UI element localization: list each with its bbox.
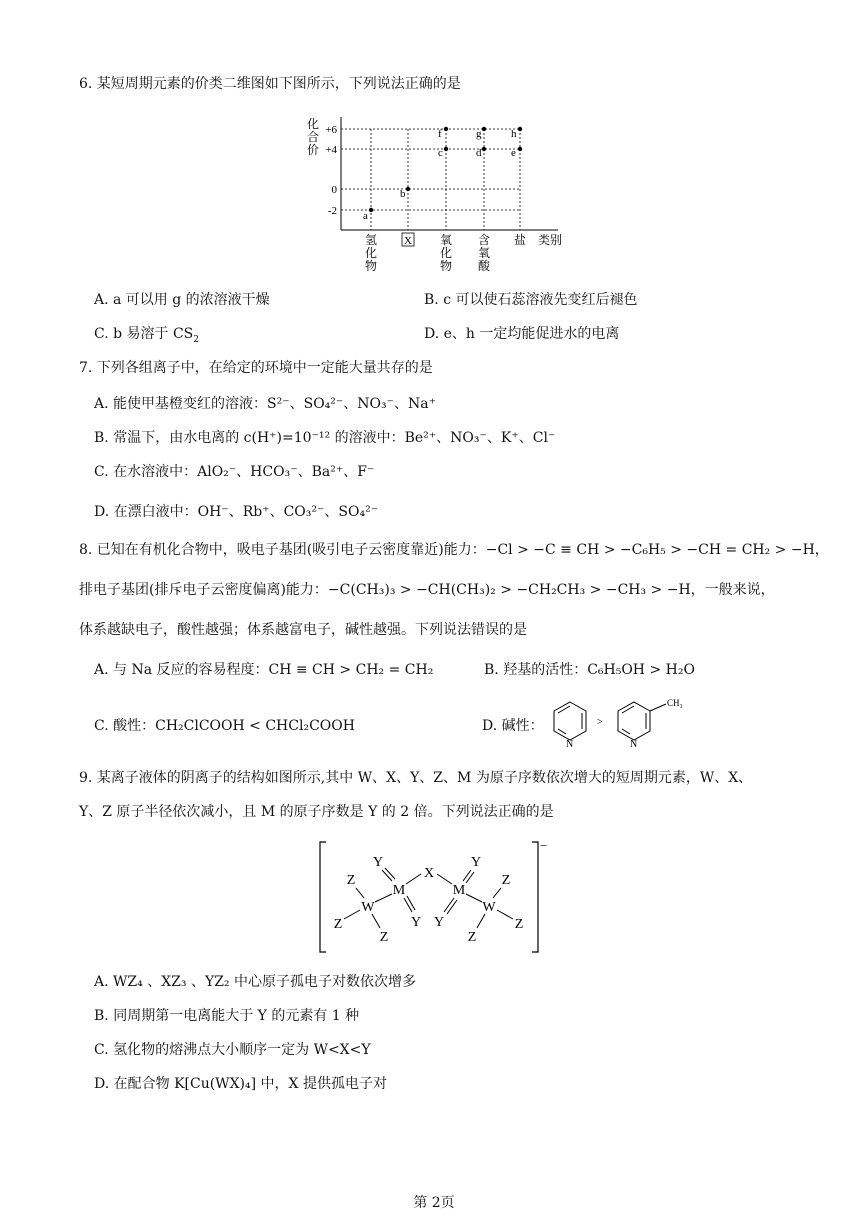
q9-option-a: A. WZ₄ 、XZ₃ 、YZ₂ 中心原子孤电子对数依次增多 <box>94 974 416 990</box>
page-number: 第 2页 <box>413 1195 455 1211</box>
point-label-c: c <box>438 147 443 159</box>
q9-option-c: C. 氢化物的熔沸点大小顺序一定为 W<X<Y <box>94 1042 371 1058</box>
q7-option-b: B. 常温下，由水电离的 c(H⁺)=10⁻¹² 的溶液中：Be²⁺、NO₃⁻、K⁺、Cl⁻ <box>94 430 556 446</box>
point-label-h: h <box>511 128 517 140</box>
point-label-f: f <box>438 128 442 140</box>
methylpyridine-n: N <box>630 739 638 750</box>
atom-y-bottom-left: Y <box>410 915 422 930</box>
point-label-b: b <box>400 188 406 200</box>
q8-option-a: A. 与 Na 反应的容易程度：CH ≡ CH > CH₂ = CH₂ <box>94 662 434 678</box>
q6-option-c: C. b 易溶于 $CS_2$ <box>94 326 200 345</box>
xcat-salt: 盐 <box>513 233 527 247</box>
atom-z-ul: Z <box>346 873 356 888</box>
q7-option-d: D. 在漂白液中：OH⁻、Rb⁺、CO₃²⁻、SO₄²⁻ <box>94 504 379 520</box>
charge: − <box>540 838 548 853</box>
point-a <box>369 208 373 212</box>
pyridine-ring <box>554 702 586 740</box>
xcat-x: X <box>404 235 412 247</box>
point-label-a: a <box>363 210 368 222</box>
q6-option-a: A. a 可以用 g 的浓溶液干燥 <box>94 292 270 308</box>
point-e <box>518 147 522 151</box>
atom-z-rb: Z <box>467 930 477 945</box>
right-bracket <box>532 842 538 952</box>
point-label-g: g <box>476 128 482 140</box>
atom-y-bottom-right: Y <box>433 915 445 930</box>
point-h <box>518 127 522 131</box>
xcat-hydride: 氢 <box>364 233 378 247</box>
ylabel-char: 化 <box>306 117 320 131</box>
atom-m-right: M <box>452 883 466 898</box>
atom-y-top-right: Y <box>470 855 482 870</box>
q9-line2: Y、Z 原子半径依次减小，且 M 的原子序数是 Y 的 2 倍。下列说法正确的是 <box>79 804 554 820</box>
q8-option-d: D. 碱性： <box>482 718 544 734</box>
q9-line1: 9. 某离子液体的阴离子的结构如图所示,其中 W、X、Y、Z、M 为原子序数依次增大的短周期元素，W、X、 <box>79 770 753 786</box>
atom-x: X <box>423 866 435 881</box>
q8-line3: 体系越缺电子，酸性越强；体系越富电子，碱性越强。下列说法错误的是 <box>79 622 527 638</box>
q6-option-b: B. c 可以使石蕊溶液先变红后褪色 <box>424 292 638 308</box>
q9-option-b: B. 同周期第一电离能大于 Y 的元素有 1 种 <box>94 1008 360 1024</box>
atom-z-rr: Z <box>514 917 524 932</box>
pyridine-comparison <box>548 696 708 756</box>
xcat-oxide: 氧 <box>439 233 453 247</box>
q6-stem: 6. 某短周期元素的价类二维图如下图所示，下列说法正确的是 <box>79 76 461 92</box>
ch3-label: CH₃ <box>667 698 683 708</box>
point-b <box>406 187 410 191</box>
atom-z-ll: Z <box>333 917 343 932</box>
q7-option-c: C. 在水溶液中：AlO₂⁻、HCO₃⁻、Ba²⁺、F⁻ <box>94 464 375 480</box>
xcat-oxide: 物 <box>439 259 453 273</box>
xcat-oxyacid: 氧 <box>477 246 491 260</box>
ylabel-char: 合 <box>306 130 320 144</box>
left-bracket <box>320 842 326 952</box>
q7-option-a: A. 能使甲基橙变红的溶液：S²⁻、SO₄²⁻、NO₃⁻、Na⁺ <box>94 396 437 412</box>
atom-z-ur: Z <box>501 873 511 888</box>
ytick: 0 <box>331 184 337 196</box>
point-label-d: d <box>476 147 482 159</box>
point-g <box>482 127 486 131</box>
ytick: -2 <box>327 205 337 217</box>
ylabel-char: 价 <box>306 143 320 157</box>
q7-stem: 7. 下列各组离子中，在给定的环境中一定能大量共存的是 <box>79 360 433 376</box>
atom-w-left: W <box>361 900 375 915</box>
atom-y-top-left: Y <box>372 855 384 870</box>
point-label-e: e <box>511 147 516 159</box>
q8-option-c: C. 酸性：CH₂ClCOOH < CHCl₂COOH <box>94 718 355 734</box>
xcat-hydride: 化 <box>364 246 378 260</box>
point-f <box>444 127 448 131</box>
methylpyridine-ring <box>618 702 650 740</box>
atom-w-right: W <box>482 900 496 915</box>
q6-option-d: D. e、h 一定均能促进水的电离 <box>424 326 620 342</box>
xaxis-label: 类别 <box>537 233 563 247</box>
atom-m-left: M <box>392 883 406 898</box>
q8-option-b: B. 羟基的活性：C₆H₅OH > H₂O <box>484 662 695 678</box>
point-d <box>482 147 486 151</box>
point-c <box>444 147 448 151</box>
valence-class-diagram <box>300 112 600 277</box>
ytick: +4 <box>325 144 337 156</box>
pyridine-n: N <box>566 739 574 750</box>
methyl-bond <box>650 704 666 711</box>
anion-structure <box>316 838 566 958</box>
xcat-hydride: 物 <box>364 259 378 273</box>
xcat-oxyacid: 酸 <box>477 259 491 273</box>
ytick: +6 <box>325 124 337 136</box>
atom-z-lb: Z <box>379 930 389 945</box>
q8-line1: 8. 已知在有机化合物中，吸电子基团(吸引电子云密度靠近)能力：−Cl > −C ≡ CH > −C₆H₅ > −CH = CH₂ > −H， <box>79 542 829 558</box>
q8-line2: 排电子基团(排斥电子云密度偏离)能力：−C(CH₃)₃ > −CH(CH₃)₂ > −CH₂CH₃ > −CH₃ > −H，一般来说， <box>79 582 775 598</box>
gt-sign: > <box>597 717 603 728</box>
q9-option-d: D. 在配合物 K[Cu(WX)₄] 中，X 提供孤电子对 <box>94 1076 387 1092</box>
xcat-oxyacid: 含 <box>477 233 491 247</box>
xcat-oxide: 化 <box>439 246 453 260</box>
